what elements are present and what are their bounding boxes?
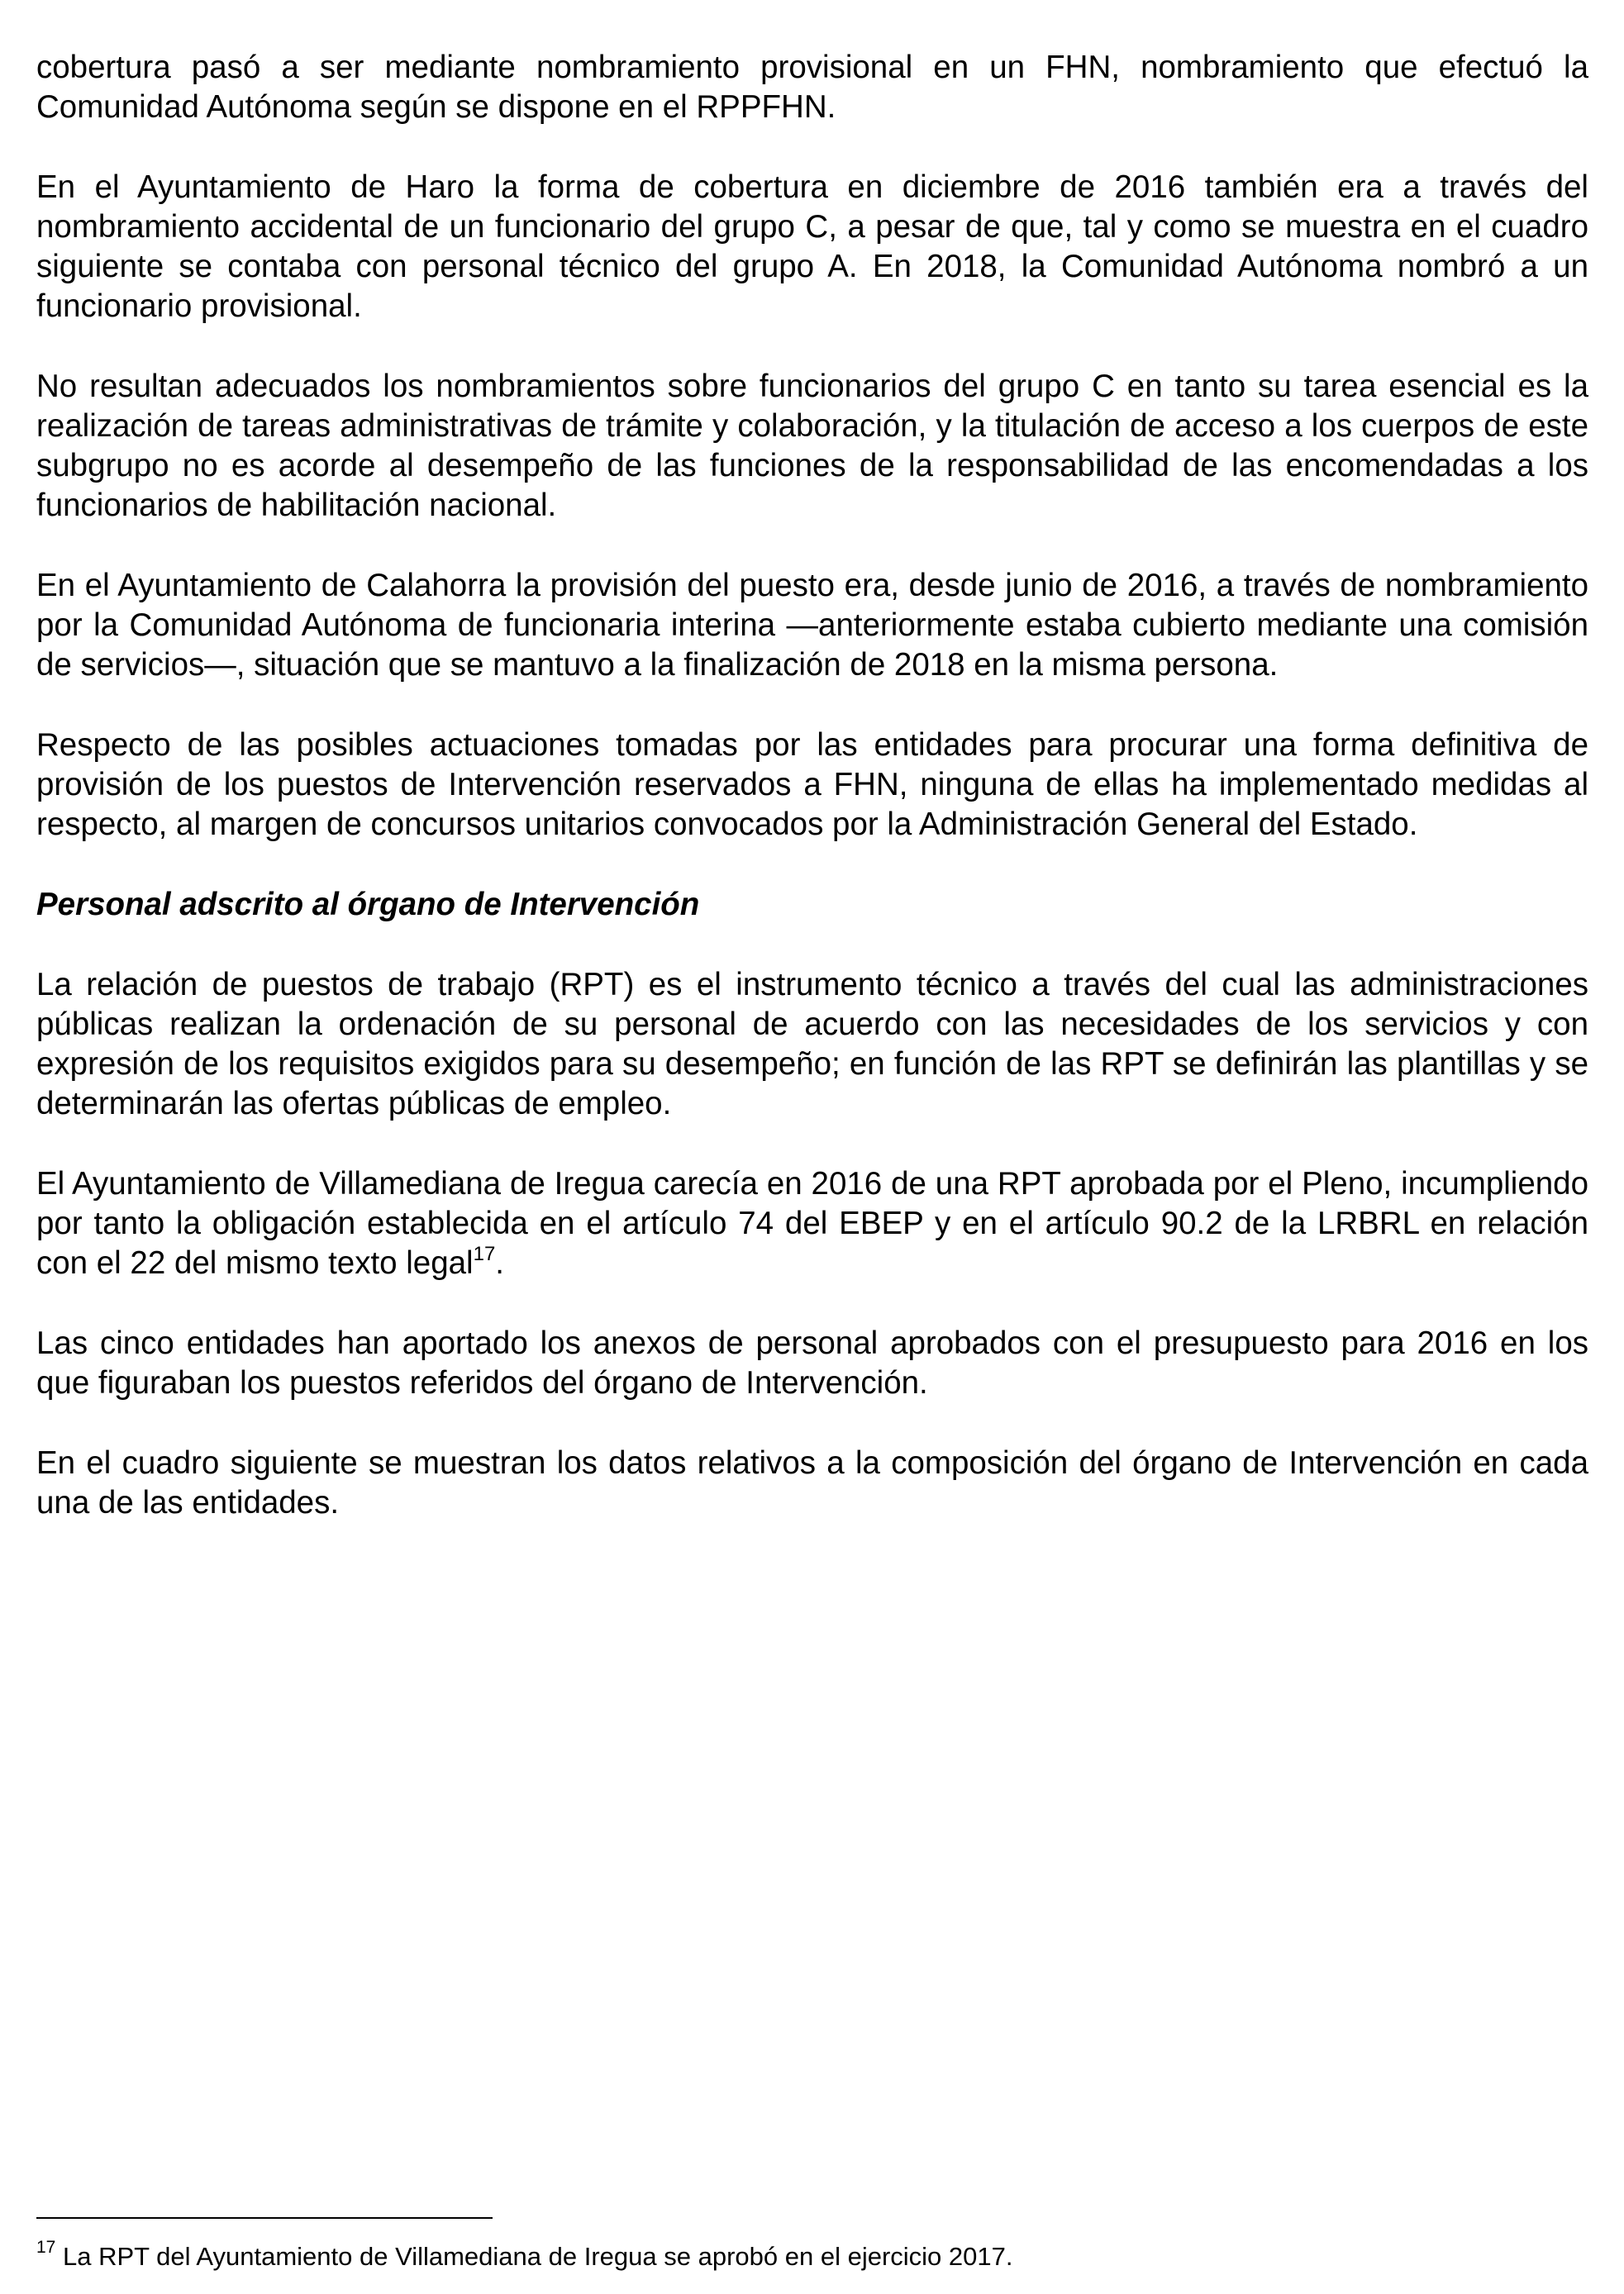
paragraph-cuadro: En el cuadro siguiente se muestran los datos relativos a la composición del órgano de Intervención en cada una de las entidades.: [36, 1445, 1588, 1521]
paragraph-anexos: Las cinco entidades han aportado los anexos de personal aprobados con el presupuesto para 2016 en los que figuraban los puestos referidos del órgano de Intervención.: [36, 1325, 1588, 1401]
paragraph-provision: Respecto de las posibles actuaciones tomadas por las entidades para procurar una forma definitiva de provisión de los puestos de Intervención reservados a FHN, ninguna de ellas ha implementado medidas al respecto, al margen de concursos unitarios convocados por la Administración General del Estado.: [36, 727, 1588, 842]
paragraph-rpt: La relación de puestos de trabajo (RPT) es el instrumento técnico a través del cual las administraciones públicas realizan la ordenación de su personal de acuerdo con las necesidades de los servicios y con expresión de los requisitos exigidos para su desempeño; en función de las RPT se definirán las plantillas y se determinarán las ofertas públicas de empleo.: [36, 967, 1588, 1121]
paragraph-cobertura: cobertura pasó a ser mediante nombramiento provisional en un FHN, nombramiento que efectuó la Comunidad Autónoma según se dispone en el RPPFHN.: [36, 50, 1588, 125]
paragraph-villamediana-text: El Ayuntamiento de Villamediana de Iregua carecía en 2016 de una RPT aprobada por el Pleno, incumpliendo por tanto la obligación establecida en el artículo 74 del EBEP y en el artículo 90.2 de la LRBRL en relación con el 22 del mismo texto legal: [36, 1166, 1588, 1281]
paragraph-grupo-c: No resultan adecuados los nombramientos sobre funcionarios del grupo C en tanto su tarea esencial es la realización de tareas administrativas de trámite y colaboración, y la titulación de acceso a los cuerpos de este subgrupo no es acorde al desempeño de las funciones de la responsabilidad de las encomendadas a los funcionarios de habilitación nacional.: [36, 369, 1588, 523]
paragraph-villamediana: [36, 1164, 1588, 1283]
paragraph-haro: En el Ayuntamiento de Haro la forma de cobertura en diciembre de 2016 también era a través del nombramiento accidental de un funcionario del grupo C, a pesar de que, tal y como se muestra en el cuadro siguiente se contaba con personal técnico del grupo A. En 2018, la Comunidad Autónoma nombró a un funcionario provisional.: [36, 169, 1588, 324]
document-body: [36, 48, 1588, 1563]
footnote-reference[interactable]: 17: [473, 1243, 496, 1266]
footnote-number: 17: [36, 2237, 56, 2257]
paragraph-villamediana-end: .: [495, 1245, 504, 1281]
footnote: [36, 2237, 1588, 2273]
footnote-text: La RPT del Ayuntamiento de Villamediana de Iregua se aprobó en el ejercicio 2017.: [55, 2242, 1013, 2271]
section-heading: Personal adscrito al órgano de Intervención: [36, 887, 700, 922]
footnote-separator: [36, 2217, 493, 2219]
paragraph-calahorra: En el Ayuntamiento de Calahorra la provisión del puesto era, desde junio de 2016, a través de nombramiento por la Comunidad Autónoma de funcionaria interina —anteriormente estaba cubierto mediante una comisión de servicios—, situación que se mantuvo a la finalización de 2018 en la misma persona.: [36, 568, 1588, 683]
